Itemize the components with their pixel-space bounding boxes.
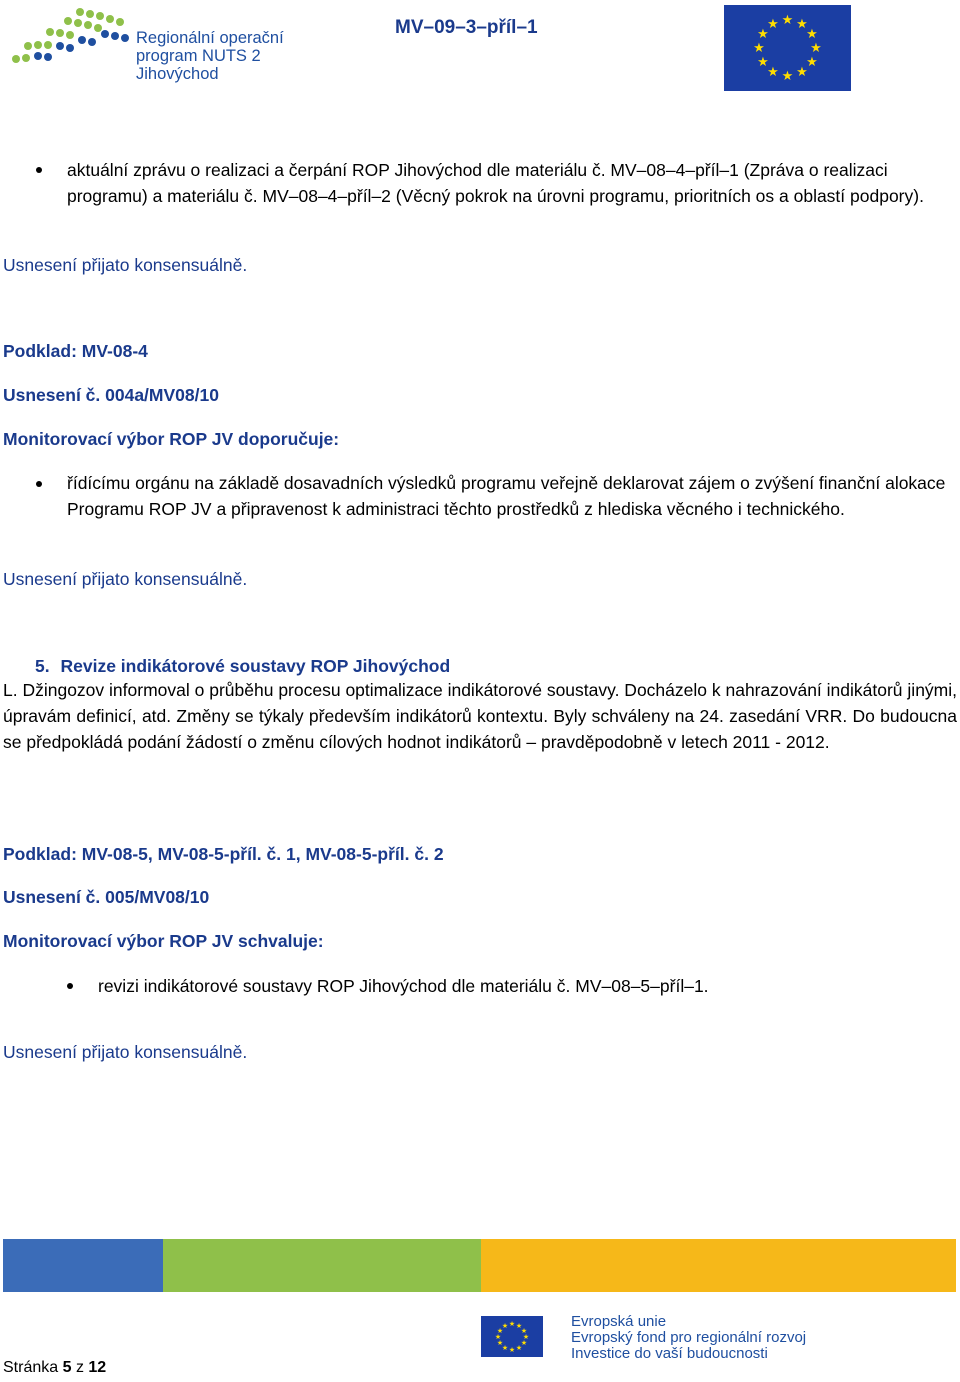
approval-bullet: revizi indikátorové soustavy ROP Jihovýchod dle materiálu č. MV–08–5–příl–1. [98, 976, 709, 996]
footer-eu-stars-icon [481, 1316, 543, 1357]
page-total: 12 [88, 1359, 107, 1376]
page-sep: z [75, 1359, 84, 1376]
eu-line-2: Evropský fond pro regionální rozvoj [571, 1329, 807, 1346]
svg-text:★: ★ [494, 1333, 502, 1341]
page-prefix: Stránka [3, 1359, 59, 1376]
svg-text:★: ★ [520, 1339, 528, 1347]
svg-text:★: ★ [796, 65, 808, 80]
resolution-approved-1: Usnesení přijato konsensuálně. [3, 255, 248, 275]
svg-text:★: ★ [508, 1320, 516, 1328]
svg-text:★: ★ [806, 55, 818, 70]
eu-stars-icon [724, 5, 851, 91]
svg-text:★: ★ [496, 1327, 504, 1335]
section-number: 5. [35, 656, 50, 676]
recommendation-bullet: řídícímu orgánu na základě dosavadních výsledků programu veřejně deklarovat zájem o zvýšení finanční alokace Programu ROP JV a připravenost k administraci těchto prostředků z hlediska věcného i technického. [67, 473, 946, 519]
committee-approves: Monitorovací výbor ROP JV schvaluje: [3, 931, 324, 951]
resolution-approved-2: Usnesení přijato konsensuálně. [3, 569, 248, 589]
usneseni-1: Usnesení č. 004a/MV08/10 [3, 385, 219, 405]
svg-text:★: ★ [496, 1339, 504, 1347]
svg-text:★: ★ [757, 27, 769, 42]
document-code: MV–09–3–příl–1 [395, 17, 538, 38]
usneseni-2: Usnesení č. 005/MV08/10 [3, 887, 210, 907]
svg-text:★: ★ [781, 13, 794, 28]
svg-text:★: ★ [806, 27, 818, 42]
logo-line-3: Jihovýchod [136, 65, 219, 83]
svg-text:★: ★ [753, 41, 765, 56]
svg-text:★: ★ [757, 55, 769, 70]
page-current: 5 [62, 1359, 72, 1376]
svg-text:★: ★ [515, 1322, 523, 1330]
report-bullet: aktuální zprávu o realizaci a čerpání ROP Jihovýchod dle materiálu č. MV–08–4–příl–1 (Zpráva o realizaci programu) a materiálu č. MV–08–4–příl–2 (Věcný pokrok na úrovni programu, prioritních os a oblastí podpory). [67, 160, 924, 206]
committee-recommends: Monitorovací výbor ROP JV doporučuje: [3, 429, 340, 449]
footer-eu-flag-icon [481, 1316, 543, 1357]
eu-fund-text [571, 1314, 806, 1362]
section-body: L. Džingozov informoval o průběhu procesu optimalizace indikátorové soustavy. Docházelo k nahrazování indikátorů jinými, úpravám definicí, atd. Změny se týkaly především indikátorů kontextu. Byly schváleny na 24. zasedání VRR. Do budoucna se předpokládá podání žádostí o změnu cílových hodnot indikátorů – pravděpodobně v letech 2011 - 2012. [3, 680, 957, 752]
svg-text:★: ★ [767, 65, 779, 80]
svg-text:★: ★ [501, 1322, 509, 1330]
logo-line-1: Regionální operační [136, 29, 284, 47]
footer-stripe-green [163, 1239, 481, 1292]
svg-text:★: ★ [508, 1346, 516, 1354]
resolution-approved-3: Usnesení přijato konsensuálně. [3, 1042, 248, 1062]
svg-text:★: ★ [810, 41, 822, 56]
svg-text:★: ★ [522, 1333, 530, 1341]
svg-text:★: ★ [796, 17, 808, 32]
eu-line-1: Evropská unie [571, 1313, 667, 1330]
footer-stripe-blue [3, 1239, 163, 1292]
svg-text:★: ★ [781, 69, 794, 84]
podklad-1: Podklad: MV-08-4 [3, 341, 148, 361]
eu-line-3: Investice do vaší budoucnosti [571, 1345, 768, 1362]
rop-logo-text [136, 29, 284, 83]
svg-text:★: ★ [515, 1344, 523, 1352]
svg-text:★: ★ [501, 1344, 509, 1352]
logo-line-2: program NUTS 2 [136, 47, 261, 65]
eu-flag-icon [724, 5, 851, 91]
svg-text:★: ★ [520, 1327, 528, 1335]
section-title: Revize indikátorové soustavy ROP Jihovýchod [60, 656, 451, 676]
bullet-dot-icon [36, 481, 42, 487]
section-heading [35, 653, 450, 679]
svg-text:★: ★ [767, 17, 779, 32]
bullet-dot-icon [36, 167, 42, 173]
podklad-2: Podklad: MV-08-5, MV-08-5-příl. č. 1, MV-08-5-příl. č. 2 [3, 844, 444, 864]
page-number [3, 1359, 106, 1377]
rop-logo-icon [10, 4, 132, 66]
bullet-dot-icon [67, 983, 73, 989]
footer-stripe-yellow [481, 1239, 956, 1292]
